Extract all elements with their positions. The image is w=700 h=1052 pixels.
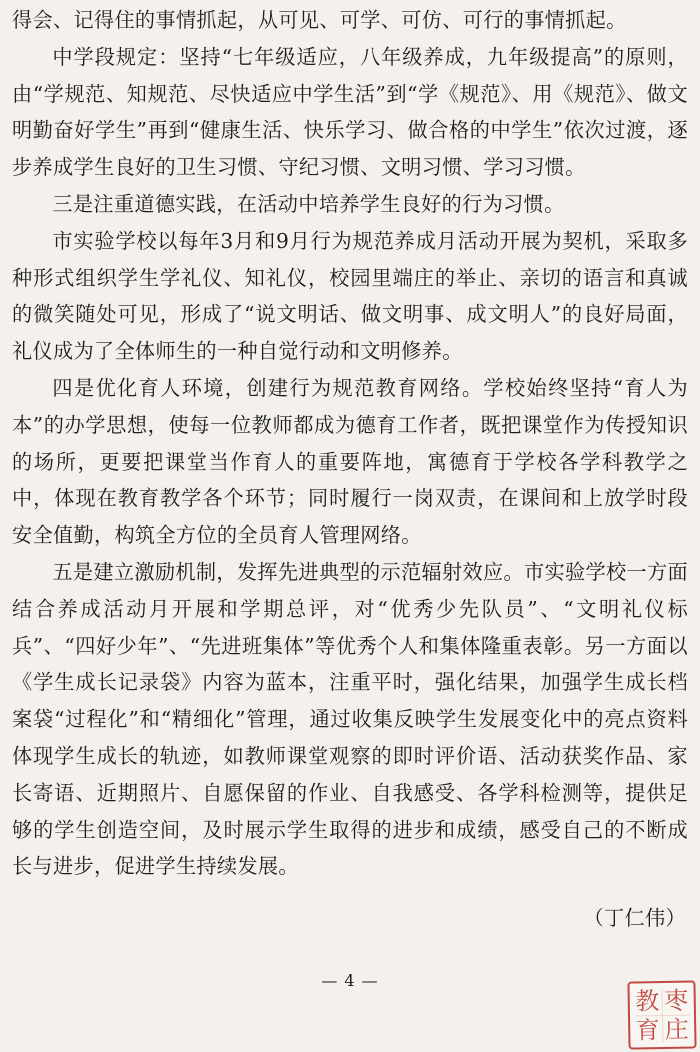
article-body [12,2,688,885]
paragraph-3: 三是注重道德实践，在活动中培养学生良好的行为习惯。 [52,191,565,216]
author-signature: （丁仁伟） [583,906,686,930]
stamp-char-3: 教 [635,986,660,1015]
paragraph-2: 中学段规定：坚持“七年级适应，八年级养成，九年级提高”的原则，由“学规范、知规范、尽快适应中学生活”到“学《规范》、用《规范》、做文明勤奋好学生”再到“健康生活、快乐学习、做合格的中学生”依次过渡，逐步养成学生良好的卫生习惯、守纪习惯、文明习惯、学习习惯。 [12,44,688,180]
paragraph-4: 市实验学校以每年3月和9月行为规范养成月活动开展为契机，采取多种形式组织学生学礼仪、知礼仪，校园里端庄的举止、亲切的语言和真诚的微笑随处可见，形成了“说文明话、做文明事、成文明人”的良好局面，礼仪成为了全体师生的一种自觉行动和文明修养。 [12,228,688,364]
stamp-char-4: 育 [635,1015,660,1044]
stamp-char-1: 枣 [664,986,689,1015]
paragraph-6: 五是建立激励机制，发挥先进典型的示范辐射效应。市实验学校一方面结合养成活动月开展和学期总评，对“优秀少先队员”、“文明礼仪标兵”、“四好少年”、“先进班集体”等优秀个人和集体隆重表彰。另一方面以《学生成长记录袋》内容为蓝本，注重平时，强化结果，加强学生成长档案袋“过程化”和“精细化”管理，通过收集反映学生发展变化中的亮点资料体现学生成长的轨迹，如教师课堂观察的即时评价语、活动获奖作品、家长寄语、近期照片、自愿保留的作业、自我感受、各学科检测等，提供足够的学生创造空间，及时展示学生取得的进步和成绩，感受自己的不断成长与进步，促进学生持续发展。 [12,559,688,879]
page-number: — 4 — [321,971,379,990]
paragraph-1: 得会、记得住的事情抓起，从可见、可学、可仿、可行的事情抓起。 [12,8,627,32]
red-stamp [627,980,696,1049]
stamp-char-2: 庄 [664,1015,689,1044]
paragraph-5: 四是优化育人环境，创建行为规范教育网络。学校始终坚持“育人为本”的办学思想，使每一位教师都成为德育工作者，既把课堂作为传授知识的场所，更要把课堂当作育人的重要阵地，寓德育于学校各学科教学之中，体现在教育教学各个环节；同时履行一岗双责，在课间和上放学时段安全值勤，构筑全方位的全员育人管理网络。 [12,375,688,548]
